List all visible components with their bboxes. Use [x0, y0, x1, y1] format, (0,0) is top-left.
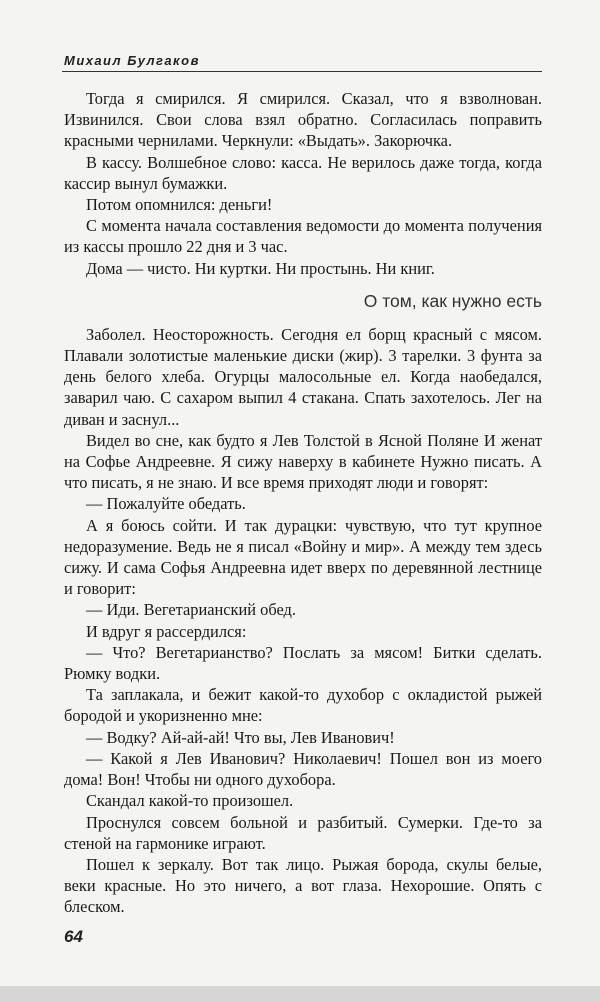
running-header-author: Михаил Булгаков [64, 53, 200, 68]
paragraph: Скандал какой-то произошел. [86, 791, 294, 811]
paragraph: — Водку? Ай-ай-ай! Что вы, Лев Иванович! [86, 727, 395, 747]
paragraph: — Какой я Лев Иванович? Николаевич! Пошел вон из моего дома! Вон! Чтобы ни одного духобора. [64, 748, 542, 790]
paragraph: С момента начала составления ведомости до момента получения из кассы прошло 22 дня и 3 час. [64, 216, 542, 257]
paragraph: В кассу. Волшебное слово: касса. Не верилось даже тогда, когда кассир вынул бумажки. [64, 152, 542, 193]
paragraph: — Иди. Вегетарианский обед. [86, 600, 296, 620]
paragraph: Проснулся совсем больной и разбитый. Сумерки. Где-то за стеной на гармонике играют. [64, 812, 542, 853]
header-rule [62, 71, 542, 72]
section-title: О том, как нужно есть [363, 290, 542, 311]
paragraph: Та заплакала, и бежит какой-то духобор с окладистой рыжей бородой и укоризненно мне: [64, 685, 542, 726]
paragraph: Пошел к зеркалу. Вот так лицо. Рыжая борода, скулы белые, веки красные. Но это ничего, а вот глаза. Нехорошие. Опять с блеском. [64, 854, 542, 917]
page-body [64, 88, 542, 918]
paragraph: Тогда я смирился. Я смирился. Сказал, что я взволнован. Извинился. Свои слова взял обратно. Согласилась поправить красными чернилами. Черкнули: «Выдать». Закорючка. [64, 89, 542, 151]
page-number: 64 [64, 927, 83, 946]
paragraph: И вдруг я рассердился: [86, 621, 247, 641]
paragraph: — Пожалуйте обедать. [86, 494, 246, 514]
paragraph: Потом опомнился: деньги! [86, 195, 273, 215]
paragraph: Дома — чисто. Ни куртки. Ни простынь. Ни книг. [86, 258, 435, 278]
page-bottom-band [0, 986, 600, 1002]
paragraph: Заболел. Неосторожность. Сегодня ел борщ красный с мясом. Плавали золотистые маленькие диски (жир). 3 тарелки. 3 фунта за день белого хлеба. Огурцы малосольные ел. Когда наобедался, заварил чаю. С сахаром выпил 4 стакана. Спать захотелось. Лег на диван и заснул... [64, 324, 542, 429]
paragraph: А я боюсь сойти. И так дурацки: чувствую, что тут крупное недоразумение. Ведь не я писал «Войну и мир». А между тем здесь сижу. И сама Софья Андреевна идет вверх по деревянной лестнице и говорит: [64, 515, 542, 599]
paragraph: Видел во сне, как будто я Лев Толстой в Ясной Поляне И женат на Софье Андреевне. Я сижу наверху в кабинете Нужно писать. А что писать, я не знаю. И все время приходят люди и говорят: [64, 430, 542, 493]
paragraph: — Что? Вегетарианство? Послать за мясом! Битки сделать. Рюмку водки. [64, 642, 542, 684]
